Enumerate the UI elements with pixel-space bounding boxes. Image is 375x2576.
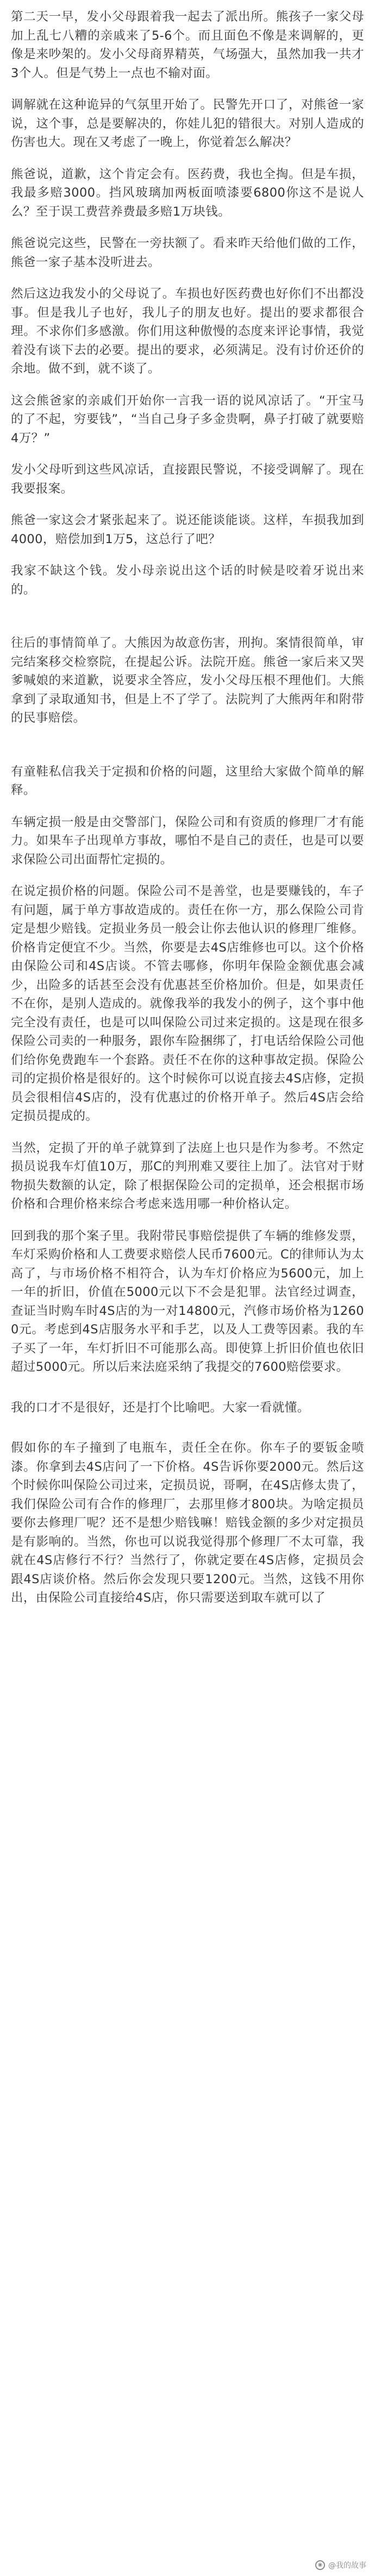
paragraph-analogy: 假如你的车子撞到了电瓶车，责任全在你。你车子的要钣金喷漆。你拿到去4S店问了一下价格。4S告诉你要2000元。然后这个时候你叫保险公司过来，定损员说，哥啊，在4S店修太贵了，我们保险公司有合作的修理厂，去那里修才800块。为啥定损员要你去修理厂呢？还不是想少赔钱嘛！赔钱金额的多少对定损员是有影响的。当然，你也可以说我觉得那个修理厂不太可靠，我就在4S店修行不行？当然行了，你就定要在4S店修，定损员会跟4S店谈价格。然后你会发现只要1200元。当然，这钱不用你出，由保险公司直接给4S店，你只需要送到取车就可以了: [11, 1441, 364, 1605]
paragraph-aftermath: 往后的事情简单了。大熊因为故意伤害，刑拘。案情很简单，审完结案移交检察院，在提起公诉。法院开庭。熊爸一家后来又哭爹喊娘的来道歉，说要求全答应，发小父母压根不理他们。大熊拿到了录取通知书，但是上不了学了。法院判了大熊两年和附带的民事赔偿。: [11, 636, 364, 725]
paragraph-intro-explanation: 有童鞋私信我关于定损和价格的问题，这里给大家做个简单的解释。: [11, 764, 364, 797]
watermark-text: @我的故事: [328, 2561, 366, 2570]
paragraph-assessment-price: 在说定损价格的问题。保险公司不是善堂，也是要赚钱的，车子有问题，属于单方事故造成的。责任在你一方，那么保险公司肯定是想少赔钱。定损业务员一般会让你去他认识的修理厂维修。价格肯定便宜不少。当然，你要是去4S店维修也可以。这个价格由保险公司和4S店谈。不管去哪修，你明年保险金额优惠会减少，出险多的话甚至会没有优惠甚至价格加价。但是，如果责任不在你，是别人造成的。就像我举的我发小的例子，这个事中他完全没有责任，也是可以叫保险公司过来定损的。这是现在很多保险公司卖的一种服务，跟你车险捆绑了，打电话给保险公司他们给你免费跑车一个套路。责任不在你的这种事故定损。保险公司的定损价格是很好的。这个时候你可以说直接去4S店修，定损员会很相信4S店的，没有优惠过的价格开单子。然后4S店会给定损员提成的。: [11, 884, 364, 1123]
paragraph-bear-dad-offer: 熊爸说，道歉，这个肯定会有。医药费，我也全掏。但是车损，我最多赔3000。挡风玻璃加两板面喷漆要6800你这不是说人么？至于误工费营养费最多赔1万块钱。: [11, 167, 364, 219]
weibo-icon: ◉: [315, 2560, 325, 2570]
paragraph-analogy-intro: 我的口才不是很好，还是打个比喻吧。大家一看就懂。: [11, 1400, 310, 1415]
paragraph-police-station: 第二天一早，发小父母跟着我一起去了派出所。熊孩子一家父母加上乱七八糟的亲戚来了5-6个。而且面色不像是来调解的，更像是来吵架的。发小父母商界精英，气场强大，虽然加我一共才3个人。但是气势上一点也不输对面。: [11, 10, 364, 80]
paragraph-court-reference: 当然，定损了开的单子就算到了法庭上也只是作为参考。不然定损员说我车灯值10万，那C的判刑难又要往上加了。法官对于财物损失数额的认定，除了根据保险公司的定损单，还会根据市场价格和合理价格来综合考虑来选用哪一种价格认定。: [11, 1141, 364, 1211]
watermark: [315, 2560, 366, 2571]
paragraph-relatives-sarcasm: 这会熊爸家的亲戚们开始你一言我一语的说风凉话了。“开宝马的了不起，穷要钱”，“当自己身子多金贵啊，鼻子打破了就要赔4万？”: [11, 393, 364, 445]
paragraph-parents-response: 然后这边我发小的父母说了。车损也好医药费也好你们不出都没事。但是我儿子也好，我儿子的朋友也好。提出的要求都很合理。不求你们多感激。你们用这种傲慢的态度来评论事情，我觉着没有谈下去的必要。提出的要求，必须满足。没有讨价还价的余地。做不到，就不谈了。: [11, 287, 364, 376]
paragraph-raised-offer: 熊爸一家这会才紧张起来了。说还能谈能谈。这样，车损我加到4000，赔偿加到1万5，这总行了吧？: [11, 513, 364, 546]
paragraph-who-assesses: 车辆定损一般是由交警部门，保险公司和有资质的修理厂才有能力。如果车子出现单方事故，哪怕不是自己的责任，也是可以要求保险公司出面帮忙定损的。: [11, 815, 364, 867]
paragraph-mediation-start: 调解就在这种诡异的气氛里开始了。民警先开口了，对熊爸一家说，这个事，总是要解决的，你娃儿犯的错很大。对别人造成的伤害也大。现在又考虑了一晚上，你觉着怎么解决？: [11, 98, 364, 149]
paragraph-my-case: 回到我的那个案子里。我附带民事赔偿提供了车辆的维修发票，车灯采购价格和人工费要求赔偿人民币7600元。C的律师认为太高了，与市场价格不相符合，认为车灯价格应为5600元，加上一年的折旧，价值在5000元以下不会是犯罪。法官经过调查，查证当时购车时4S店的为一对14800元，汽修市场价格为12600元。考虑到4S店服务水平和手艺，以及人工费等因素。我的车子买了一年，车灯折旧不可能那么高。即使算上折旧价值也依旧超过5000元。所以后来法庭采纳了我提交的7600赔偿要求。: [11, 1229, 364, 1374]
paragraph-reject-mediation: 发小父母听到这些风凉话，直接跟民警说，不接受调解了。现在我要报案。: [11, 463, 364, 496]
paragraph-not-about-money: 我家不缺这个钱。发小母亲说出这个话的时候是咬着牙说出来的。: [11, 564, 364, 597]
paragraph-police-facepalm: 熊爸说完这些，民警在一旁扶额了。看来昨天给他们做的工作，熊爸一家子基本没听进去。: [11, 236, 364, 269]
